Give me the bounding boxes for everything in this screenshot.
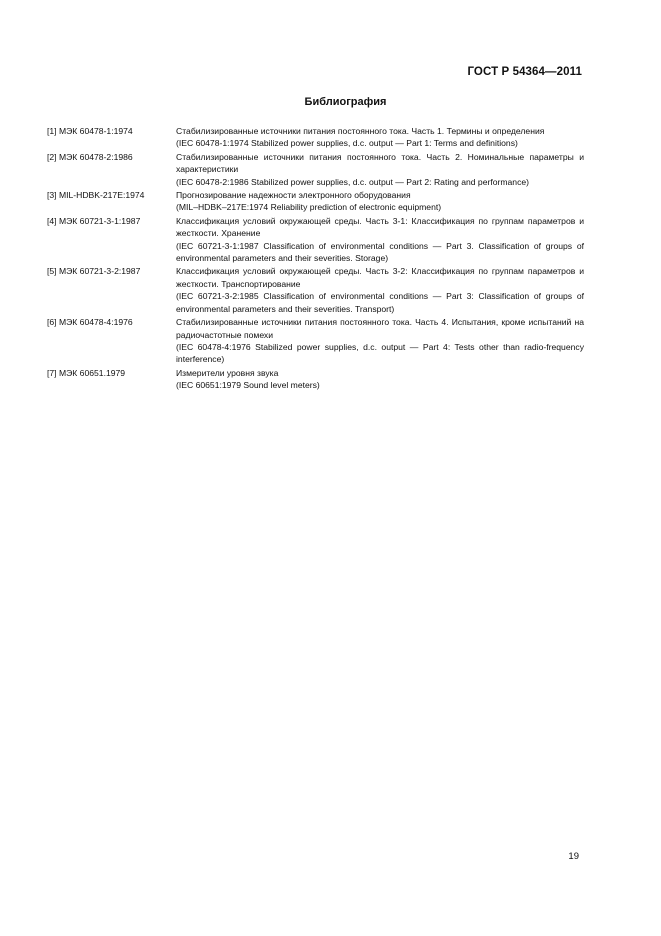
entry-title-ru: Классификация условий окружающей среды. Часть 3-1: Классификация по группам параметров и жесткости. Хранение — [176, 215, 584, 239]
entry-reference: [3] MIL-HDBK-217E:1974 — [47, 190, 145, 201]
entry-title-ru: Прогнозирование надежности электронного оборудования — [176, 190, 411, 201]
document-code: ГОСТ Р 54364—2011 — [467, 66, 582, 78]
bibliography-entry — [47, 215, 584, 265]
entry-reference: [6] МЭК 60478-4:1976 — [47, 317, 133, 328]
entry-description — [176, 367, 584, 392]
entry-description — [176, 316, 584, 366]
entry-title-ru: Классификация условий окружающей среды. Часть 3-2: Классификация по группам параметров и жесткости. Транспортирование — [176, 266, 584, 289]
entry-title-ru: Стабилизированные источники питания постоянного тока. Часть 1. Термины и определения — [176, 126, 545, 136]
entry-description — [176, 151, 584, 188]
entry-reference: [1] МЭК 60478-1:1974 — [47, 126, 133, 136]
bibliography-entry — [47, 265, 584, 315]
bibliography-entry — [47, 151, 584, 188]
entry-reference: [2] МЭК 60478-2:1986 — [47, 151, 133, 162]
bibliography-list — [47, 125, 584, 393]
entry-title-en: (IEC 60651:1979 Sound level meters) — [176, 380, 320, 391]
entry-reference: [7] МЭК 60651.1979 — [47, 367, 126, 378]
entry-description — [176, 125, 584, 150]
bibliography-entry — [47, 367, 584, 392]
bibliography-entry — [47, 316, 584, 366]
entry-reference: [5] МЭК 60721-3-2:1987 — [47, 266, 141, 277]
entry-title-en: (IEC 60721-3-1:1987 Classification of environmental conditions — Part 3. Classification of groups of environmental parameters and their severities. Storage) — [176, 240, 584, 264]
entry-description — [176, 265, 584, 315]
bibliography-entry — [47, 189, 584, 214]
entry-title-en: (IEC 60478-1:1974 Stabilized power supplies, d.c. output — Part 1: Terms and definitions) — [176, 138, 518, 149]
entry-title-en: (IEC 60478-4:1976 Stabilized power supplies, d.c. output — Part 4: Tests other than radio-frequency interference) — [176, 341, 584, 365]
bibliography-entry — [47, 125, 584, 150]
entry-description — [176, 189, 584, 214]
entry-title-en: (IEC 60721-3-2:1985 Classification of environmental conditions — Part 3: Classification of groups of environmental parameters and their severities. Transport) — [176, 291, 584, 314]
page-number: 19 — [568, 851, 579, 862]
entry-title-en: (IEC 60478-2:1986 Stabilized power supplies, d.c. output — Part 2: Rating and performance) — [176, 176, 530, 187]
entry-title-ru: Стабилизированные источники питания постоянного тока. Часть 2. Номинальные параметры и характеристики — [176, 151, 584, 175]
entry-title-ru: Измерители уровня звука — [176, 367, 279, 378]
entry-reference: [4] МЭК 60721-3-1:1987 — [47, 215, 141, 226]
entry-description — [176, 215, 584, 265]
entry-title-en: (MIL–HDBK–217E:1974 Reliability prediction of electronic equipment) — [176, 202, 442, 213]
entry-title-ru: Стабилизированные источники питания постоянного тока. Часть 4. Испытания, кроме испытаний на радиочастотные помехи — [176, 317, 584, 340]
section-title: Библиография — [304, 96, 387, 108]
